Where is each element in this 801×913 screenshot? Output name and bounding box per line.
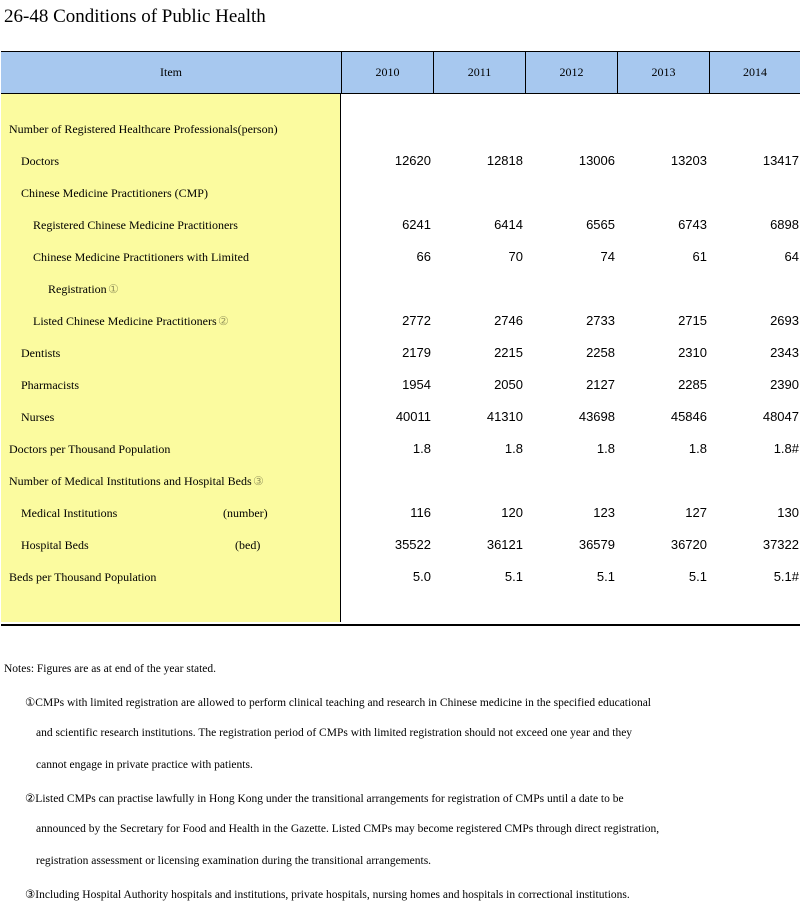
value-cell-2012: 43698 <box>578 409 615 424</box>
value-cell-2014: 2343 <box>770 345 799 360</box>
value-cell-2014 <box>709 465 799 497</box>
value-cell-2010 <box>341 113 431 145</box>
value-cell-2013: 1.8 <box>688 441 707 456</box>
table-row <box>1 433 800 465</box>
row-label: Listed Chinese Medicine Practitioners <box>33 314 217 328</box>
row-unit: (bed) <box>235 538 261 552</box>
value-cell-2010: 116 <box>410 505 431 520</box>
value-cell-2014: 64 <box>784 249 799 264</box>
value-cell-2013 <box>617 273 707 305</box>
table-row <box>1 273 800 305</box>
value-cell-2010: 66 <box>416 249 431 264</box>
value-cell-2012: 36579 <box>578 537 615 552</box>
value-cell-2012: 5.1 <box>596 569 615 584</box>
value-cell-2014 <box>709 113 799 145</box>
value-cell-2013: 61 <box>692 249 707 264</box>
value-cell-2014: 130 <box>777 505 799 520</box>
row-label: Medical Institutions <box>21 506 118 520</box>
value-cell-2013: 5.1 <box>688 569 707 584</box>
value-cell-2011: 36121 <box>486 537 523 552</box>
value-cell-2013: 36720 <box>670 537 707 552</box>
row-label: Pharmacists <box>21 378 79 392</box>
value-cell-2011 <box>433 177 523 209</box>
footnote-mark: ③ <box>253 474 264 488</box>
value-cell-2010: 2772 <box>402 313 431 328</box>
table-row <box>1 561 800 593</box>
value-cell-2013: 127 <box>685 505 707 520</box>
value-cell-2011: 5.1 <box>504 569 523 584</box>
value-cell-2010 <box>341 273 431 305</box>
value-cell-2014: 6898 <box>770 217 799 232</box>
row-label: Doctors <box>21 154 59 168</box>
value-cell-2011 <box>433 113 523 145</box>
value-cell-2011 <box>433 273 523 305</box>
value-cell-2014: 1.8# <box>773 441 799 456</box>
value-cell-2011: 2050 <box>494 377 523 392</box>
footnote-mark: ② <box>218 314 229 328</box>
table-row <box>1 305 800 337</box>
table-row <box>1 465 800 497</box>
value-cell-2013 <box>617 177 707 209</box>
value-cell-2010: 35522 <box>394 537 431 552</box>
table-row <box>1 529 800 561</box>
row-label: Registration <box>48 282 107 296</box>
row-label: Registered Chinese Medicine Practitioners <box>33 218 238 232</box>
value-cell-2011: 41310 <box>486 409 523 424</box>
value-cell-2013: 13203 <box>670 153 707 168</box>
value-cell-2010: 1954 <box>402 377 431 392</box>
table-row <box>1 113 800 145</box>
value-cell-2011: 6414 <box>494 217 523 232</box>
row-label: Chinese Medicine Practitioners (CMP) <box>21 186 208 200</box>
value-cell-2012: 1.8 <box>596 441 615 456</box>
value-cell-2014 <box>709 273 799 305</box>
value-cell-2012 <box>525 465 615 497</box>
row-unit: (number) <box>223 506 268 520</box>
header-item: Item <box>160 65 182 79</box>
note-1-line-1: ①CMPs with limited registration are allowed to perform clinical teaching and research in Chinese medicine in the specified educational <box>25 697 651 709</box>
value-cell-2013: 2310 <box>678 345 707 360</box>
value-cell-2012: 2258 <box>586 345 615 360</box>
page-title: 26-48 Conditions of Public Health <box>4 6 266 27</box>
table-row <box>1 337 800 369</box>
table-row <box>1 369 800 401</box>
note-1-line-2: and scientific research institutions. The registration period of CMPs with limited registration should not exceed one year and they <box>36 727 633 739</box>
note-2-line-1: ②Listed CMPs can practise lawfully in Hong Kong under the transitional arrangements for registration of CMPs until a date to be <box>25 793 624 805</box>
value-cell-2012: 13006 <box>578 153 615 168</box>
row-label: Number of Medical Institutions and Hospital Beds <box>9 474 252 488</box>
header-2012: 2012 <box>525 52 617 93</box>
value-cell-2010 <box>341 465 431 497</box>
value-cell-2014: 5.1# <box>773 569 799 584</box>
value-cell-2012: 74 <box>600 249 615 264</box>
value-cell-2012: 123 <box>593 505 615 520</box>
value-cell-2014: 13417 <box>762 153 799 168</box>
value-cell-2013: 2285 <box>678 377 707 392</box>
value-cell-2011: 12818 <box>486 153 523 168</box>
value-cell-2010: 2179 <box>402 345 431 360</box>
row-label: Beds per Thousand Population <box>9 570 157 584</box>
row-label: Hospital Beds <box>21 538 89 552</box>
value-cell-2012 <box>525 113 615 145</box>
value-cell-2012: 2127 <box>586 377 615 392</box>
value-cell-2011 <box>433 465 523 497</box>
row-label: Number of Registered Healthcare Professionals(person) <box>9 122 278 136</box>
table-row <box>1 177 800 209</box>
value-cell-2014 <box>709 177 799 209</box>
value-cell-2010 <box>341 177 431 209</box>
value-cell-2011: 70 <box>508 249 523 264</box>
table-row <box>1 209 800 241</box>
value-cell-2013: 45846 <box>670 409 707 424</box>
table-row <box>1 497 800 529</box>
note-2-line-3: registration assessment or licensing examination during the transitional arrangements. <box>36 855 432 867</box>
header-2010: 2010 <box>341 52 433 93</box>
value-cell-2011: 1.8 <box>504 441 523 456</box>
value-cell-2013: 2715 <box>678 313 707 328</box>
value-cell-2011: 2215 <box>494 345 523 360</box>
header-2014: 2014 <box>709 52 800 93</box>
public-health-table <box>1 51 800 626</box>
note-intro: Notes: Figures are as at end of the year stated. <box>4 663 217 675</box>
header-2013: 2013 <box>617 52 709 93</box>
row-label: Dentists <box>21 346 61 360</box>
value-cell-2011: 2746 <box>494 313 523 328</box>
table-row <box>1 241 800 273</box>
value-cell-2010: 5.0 <box>412 569 431 584</box>
value-cell-2010: 12620 <box>394 153 431 168</box>
footnote-mark: ① <box>108 282 119 296</box>
value-cell-2012: 6565 <box>586 217 615 232</box>
value-cell-2010: 40011 <box>395 409 431 424</box>
header-2011: 2011 <box>433 52 525 93</box>
value-cell-2011: 120 <box>501 505 523 520</box>
note-2-line-2: announced by the Secretary for Food and Health in the Gazette. Listed CMPs may become registered CMPs through direct registration, <box>36 823 660 835</box>
value-cell-2013: 6743 <box>678 217 707 232</box>
row-label: Chinese Medicine Practitioners with Limited <box>33 250 249 264</box>
value-cell-2012 <box>525 177 615 209</box>
value-cell-2012: 2733 <box>586 313 615 328</box>
note-1-line-3: cannot engage in private practice with patients. <box>36 759 253 771</box>
value-cell-2010: 6241 <box>402 217 431 232</box>
table-row <box>1 145 800 177</box>
row-label: Nurses <box>21 410 55 424</box>
value-cell-2012 <box>525 273 615 305</box>
value-cell-2014: 48047 <box>762 409 799 424</box>
value-cell-2014: 2390 <box>770 377 799 392</box>
value-cell-2013 <box>617 113 707 145</box>
row-label: Doctors per Thousand Population <box>9 442 171 456</box>
value-cell-2013 <box>617 465 707 497</box>
value-cell-2014: 37322 <box>762 537 799 552</box>
value-cell-2014: 2693 <box>770 313 799 328</box>
note-3-line-1: ③Including Hospital Authority hospitals and institutions, private hospitals, nursing homes and hospitals in correctional institutions. <box>25 889 630 901</box>
table-row <box>1 401 800 433</box>
table-header <box>1 52 800 94</box>
value-cell-2010: 1.8 <box>412 441 431 456</box>
